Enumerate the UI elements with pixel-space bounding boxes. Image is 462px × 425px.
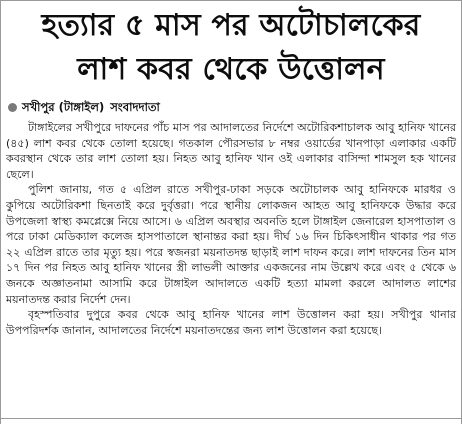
headline-line-2: লাশ কবর থেকে উত্তোলন <box>77 52 385 87</box>
article-body <box>6 120 456 338</box>
article-paragraph-3: বৃহস্পতিবার দুপুরে কবর থেকে আবু হানিফ খানের লাশ উত্তোলন করা হয়। সখীপুর থানার উপপরিদর্শক জানান, আদালতের নির্দেশে ময়নাতদন্তের জন্য লাশ উত্তোলন করা হয়েছে। <box>6 308 456 337</box>
article-paragraph-1: টাঙ্গাইলের সখীপুরে দাফনের পাঁচ মাস পর আদালতের নির্দেশে অটোরিকশাচালক আবু হানিফ খানের (৪৫) লাশ কবর থেকে তোলা হয়েছে। গতকাল পৌরসভার ৮ নম্বর ওয়ার্ডের খানপাড়া এলাকার একটি কবরস্থান থেকে তার লাশ তোলা হয়। নিহত আবু হানিফ খান ওই এলাকার বাসিন্দা শামসুল হক খানের ছেলে। <box>6 121 456 181</box>
article-paragraph-2: পুলিশ জানায়, গত ৫ এপ্রিল রাতে সখীপুর-ঢাকা সড়কে অটোচালক আবু হানিফকে মারধর ও কুপিয়ে অটোরিকশা ছিনতাই করে দুর্বৃত্তরা। পরে স্থানীয় লোকজন আহত আবু হানিফকে উদ্ধার করে উপজেলা স্বাস্থ্য কমপ্লেক্সে নিয়ে আসে। ৬ এপ্রিল অবস্থার অবনতি হলে টাঙ্গাইল জেনারেল হাসপাতাল ও পরে ঢাকা মেডিক্যাল কলেজ হাসপাতালে স্থানান্তর করা হয়। দীর্ঘ ১৬ দিন চিকিৎসাধীন থাকার পর গত ২২ এপ্রিল রাতে তার মৃত্যু হয়। পরে স্বজনরা ময়নাতদন্ত ছাড়াই লাশ দাফন করে। লাশ দাফনের তিন মাস ১৭ দিন পর নিহত আবু হানিফ খানের স্ত্রী লাভলী আক্তার একজনের নাম উল্লেখ করে এবং ৫ থেকে ৬ জনকে অজ্ঞাতনামা আসামি করে টাঙ্গাইল আদালতে একটি হত্যা মামলা করলে আদালত লাশের ময়নাতদন্ত করার নির্দেশ দেন। <box>6 183 456 306</box>
byline <box>8 99 160 115</box>
byline-reporter: সংবাদদাতা <box>110 100 160 114</box>
bottom-rule <box>0 418 462 419</box>
bullet-circle-icon <box>8 103 17 112</box>
headline-line-1: হত্যার ৫ মাস পর অটোচালকের <box>41 8 421 43</box>
byline-location: সখীপুর (টাঙ্গাইল) <box>22 100 105 114</box>
